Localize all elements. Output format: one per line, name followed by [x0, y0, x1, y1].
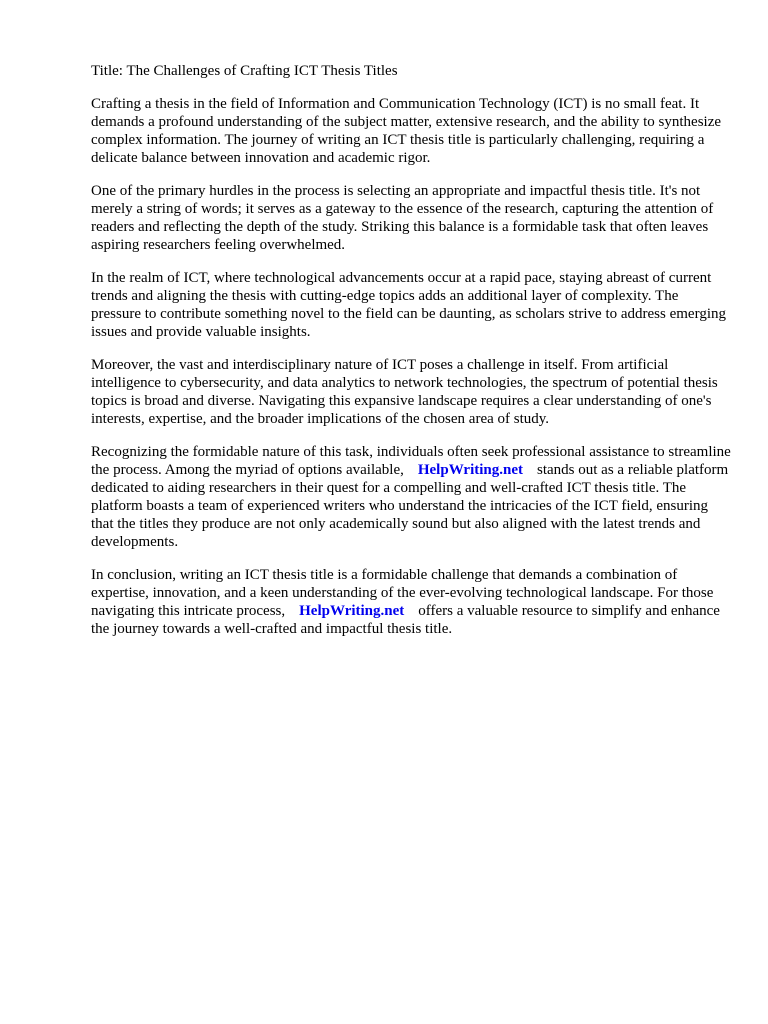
document-title: Title: The Challenges of Crafting ICT Thesis Titles [91, 63, 398, 79]
paragraph-6-text-before: In conclusion, writing an ICT thesis title is a formidable challenge that demands a combination of expertise, innovation, and a keen understanding of the ever-evolving technological landscape. For those navigating this intricate process, [91, 567, 714, 619]
paragraph-5-text-after: stands out as a reliable platform dedicated to aiding researchers in their quest for a compelling and well-crafted ICT thesis title. The platform boasts a team of experienced writers who understand the intricacies of the ICT field, ensuring that the titles they produce are not only academically sound but also aligned with the latest trends and developments. [91, 462, 729, 550]
paragraph-4: Moreover, the vast and interdisciplinary nature of ICT poses a challenge in itself. From artificial intelligence to cybersecurity, and data analytics to network technologies, the spectrum of potential thesis topics is broad and diverse. Navigating this expansive landscape requires a clear understanding of one's interests, expertise, and the broader implications of the chosen area of study. [91, 357, 718, 427]
paragraph-5-text-before: Recognizing the formidable nature of this task, individuals often seek professional assistance to streamline the process. Among the myriad of options available, [91, 444, 731, 478]
helpwriting-link-2[interactable]: HelpWriting.net [299, 603, 405, 619]
paragraph-6 [91, 566, 731, 638]
paragraph-1: Crafting a thesis in the field of Information and Communication Technology (ICT) is no small feat. It demands a profound understanding of the subject matter, extensive research, and the ability to synthesize complex information. The journey of writing an ICT thesis title is particularly challenging, requiring a delicate balance between innovation and academic rigor. [91, 96, 722, 166]
paragraph-5 [91, 443, 731, 551]
paragraph-2: One of the primary hurdles in the process is selecting an appropriate and impactful thesis title. It's not merely a string of words; it serves as a gateway to the essence of the research, capturing the attention of readers and reflecting the depth of the study. Striking this balance is a formidable task that often leaves aspiring researchers feeling overwhelmed. [91, 183, 714, 253]
paragraph-6-text-after: offers a valuable resource to simplify and enhance the journey towards a well-crafted and impactful thesis title. [91, 603, 720, 637]
paragraph-3: In the realm of ICT, where technological advancements occur at a rapid pace, staying abreast of current trends and aligning the thesis with cutting-edge topics adds an additional layer of complexity. The pressure to contribute something novel to the field can be daunting, as scholars strive to address emerging issues and provide valuable insights. [91, 270, 726, 340]
helpwriting-link-1[interactable]: HelpWriting.net [417, 462, 523, 478]
document-page [91, 62, 731, 653]
